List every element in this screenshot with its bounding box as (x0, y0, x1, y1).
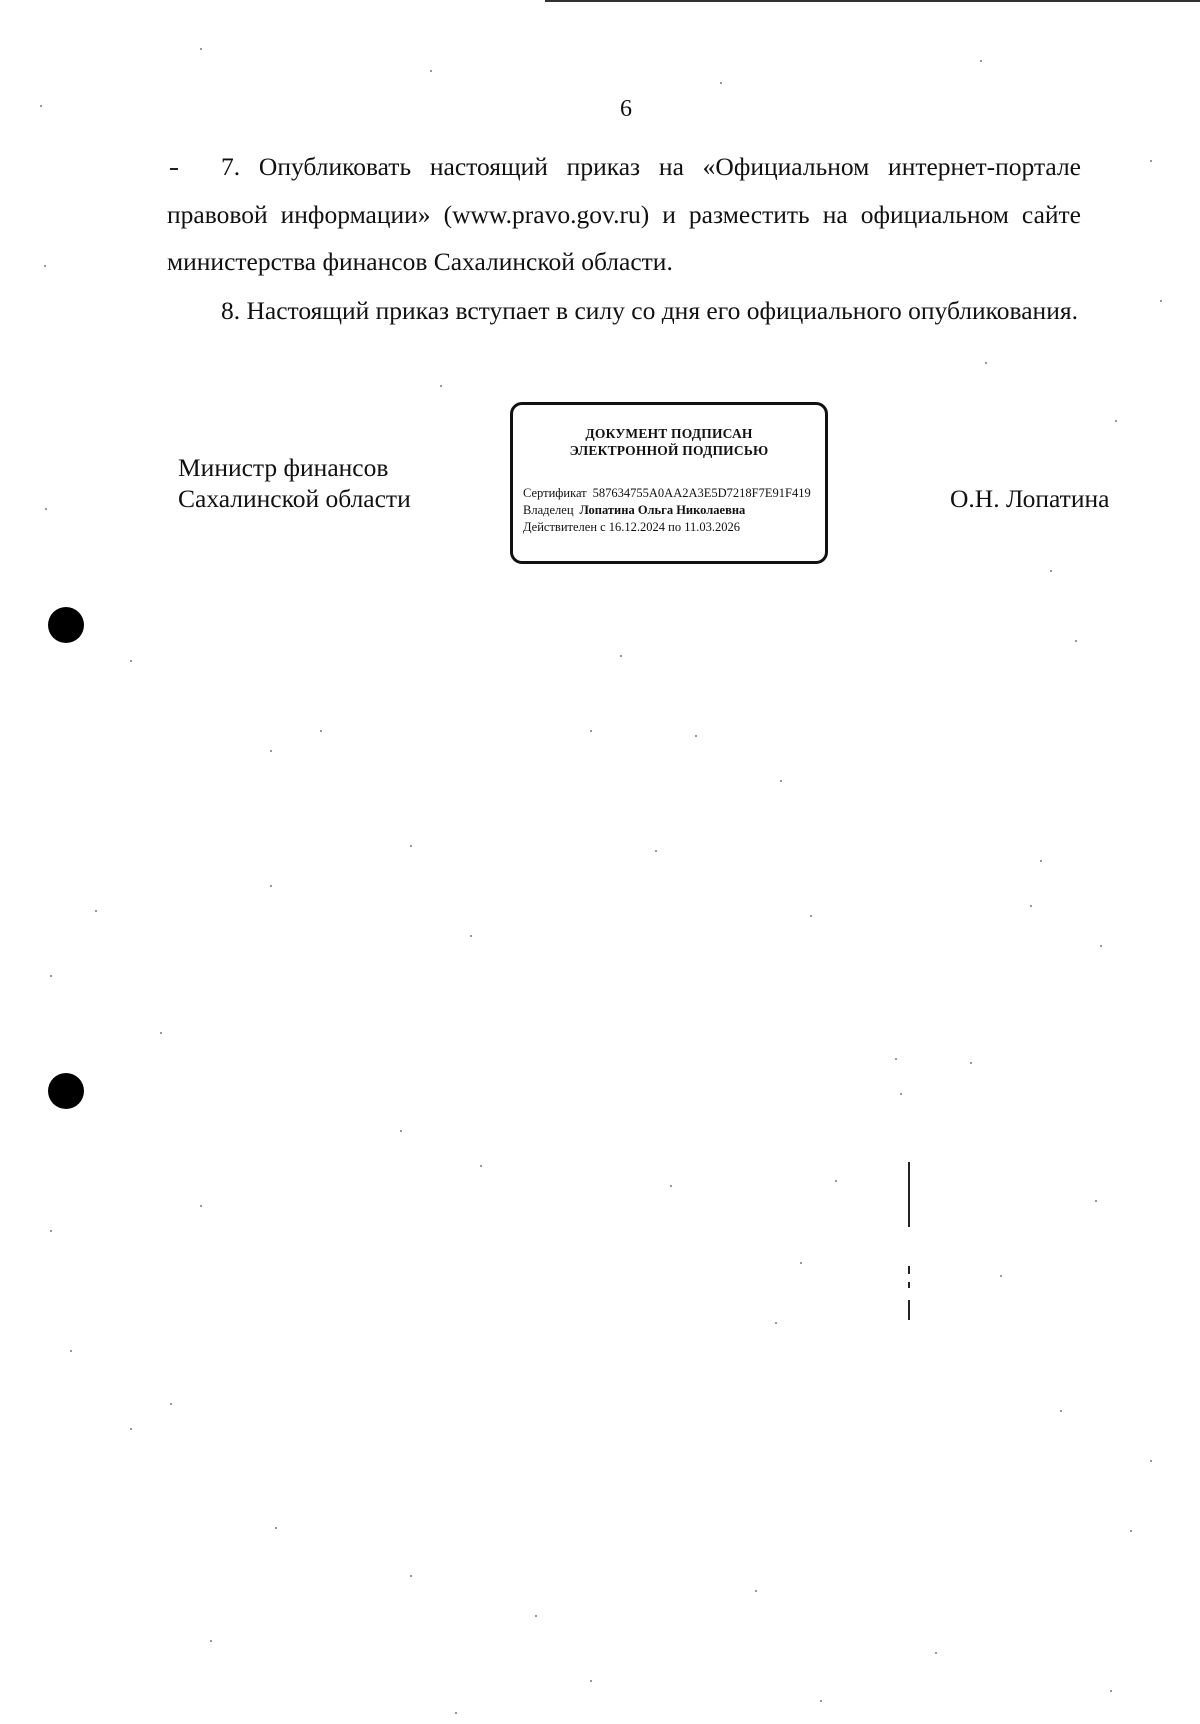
scan-speck (200, 1205, 202, 1207)
electronic-signature-stamp (510, 402, 828, 564)
scan-speck (935, 1652, 937, 1654)
scan-speck (695, 735, 697, 737)
stamp-certificate-label: Сертификат (523, 486, 587, 500)
scan-speck (400, 1130, 402, 1132)
stamp-heading-line1: ДОКУМЕНТ ПОДПИСАН (585, 426, 753, 441)
scan-speck (275, 1527, 277, 1529)
scan-speck (210, 1640, 212, 1642)
stamp-owner-value: Лопатина Ольга Николаевна (579, 503, 746, 517)
scan-speck (970, 1062, 972, 1064)
scan-speck (50, 975, 52, 977)
stamp-certificate-value: 587634755A0AA2A3E5D7218F7E91F419 (592, 486, 811, 500)
scan-speck (670, 1185, 672, 1187)
scan-speck (410, 845, 412, 847)
scan-speck (1050, 570, 1052, 572)
scan-speck (590, 730, 592, 732)
stamp-heading (523, 425, 815, 459)
stamp-validity: Действителен с 16.12.2024 по 11.03.2026 (523, 520, 741, 534)
signatory-title-line1: Министр финансов (178, 453, 389, 482)
scan-artifact-mark (908, 1300, 910, 1320)
scan-speck (440, 385, 442, 387)
scan-speck (820, 1700, 822, 1702)
scan-speck (1075, 640, 1077, 642)
scan-speck (1160, 300, 1162, 302)
paragraph-8: 8. Настоящий приказ вступает в силу со дня его официального опубликования. (221, 296, 1078, 325)
scan-speck (780, 780, 782, 782)
scan-speck (44, 265, 46, 267)
scan-edge-line (545, 0, 1200, 2)
scan-artifact-line (908, 1162, 910, 1227)
stamp-certificate-row (523, 485, 815, 502)
scan-speck (320, 730, 322, 732)
scan-artifact-mark (908, 1266, 910, 1274)
scan-speck (1000, 1275, 1002, 1277)
scan-speck (900, 1093, 902, 1095)
scan-speck (40, 105, 42, 107)
scan-speck (720, 82, 722, 84)
scan-speck (95, 910, 97, 912)
scan-speck (895, 1058, 897, 1060)
signatory-name: О.Н. Лопатина (950, 484, 1110, 513)
scan-speck (70, 1350, 72, 1352)
scan-speck (270, 750, 272, 752)
scan-speck (1060, 1410, 1062, 1412)
scan-speck (480, 1165, 482, 1167)
scan-speck (410, 1575, 412, 1577)
scan-speck (800, 1262, 802, 1264)
scan-speck (130, 660, 132, 662)
scan-speck (620, 655, 622, 657)
scan-speck (1150, 160, 1152, 162)
scan-speck (1095, 1200, 1097, 1202)
scan-speck (130, 1428, 132, 1430)
scan-speck (1110, 1690, 1112, 1692)
stamp-heading-line2: ЭЛЕКТРОННОЙ ПОДПИСЬЮ (569, 443, 769, 458)
stamp-info (523, 485, 815, 536)
punch-hole-bottom (48, 1073, 84, 1109)
scan-speck (985, 362, 987, 364)
scan-speck (200, 48, 202, 50)
scan-speck (810, 915, 812, 917)
page-number: 6 (620, 96, 632, 122)
scan-speck (535, 1615, 537, 1617)
scan-speck (755, 1590, 757, 1592)
scan-speck (835, 1180, 837, 1182)
scan-speck (50, 1230, 52, 1232)
scan-speck (1100, 945, 1102, 947)
scan-speck (160, 1032, 162, 1034)
scan-speck (655, 850, 657, 852)
scan-speck (45, 508, 47, 510)
scan-speck (1040, 860, 1042, 862)
scan-speck (270, 885, 272, 887)
scan-speck (170, 1403, 172, 1405)
scan-speck (1115, 420, 1117, 422)
signatory-title (178, 452, 411, 514)
paragraph-7: 7. Опубликовать настоящий приказ на «Официальном интернет-портале правовой информации» (www.pravo.gov.ru) и разместить на официальном сайте министерства финансов Сахалинской области. (167, 152, 1081, 276)
scan-speck (430, 70, 432, 72)
scan-speck (980, 60, 982, 62)
scan-speck (1030, 905, 1032, 907)
stamp-owner-row (523, 502, 815, 519)
scan-speck (775, 1322, 777, 1324)
scan-speck (1150, 1460, 1152, 1462)
punch-hole-top (48, 607, 84, 643)
scan-speck (470, 935, 472, 937)
scan-speck (455, 1712, 457, 1714)
scan-artifact-mark (908, 1282, 910, 1288)
scan-speck (1130, 1530, 1132, 1532)
signatory-title-line2: Сахалинской области (178, 484, 411, 513)
stamp-owner-label: Владелец (523, 503, 574, 517)
scan-speck (590, 1680, 592, 1682)
